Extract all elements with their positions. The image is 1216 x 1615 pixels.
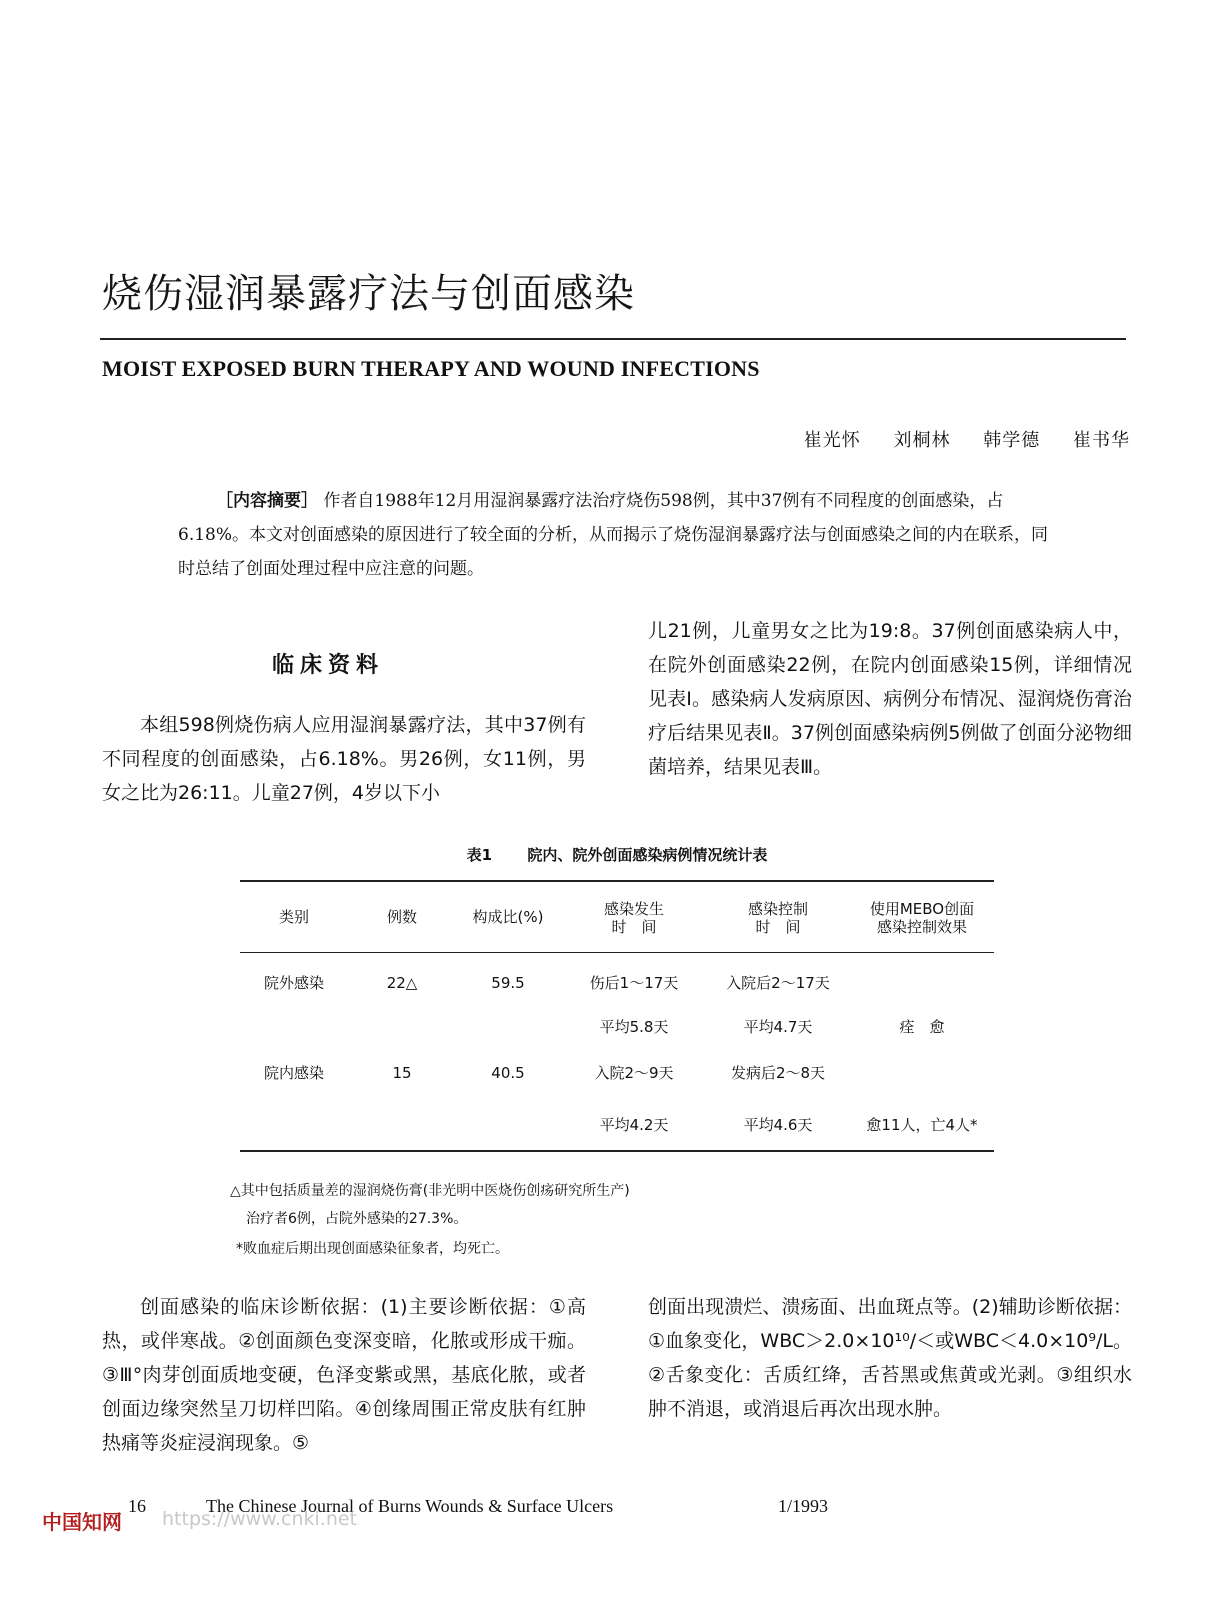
table-header-onset-line2: 时 间	[611, 918, 657, 936]
table-cell-inside-onset-range: 入院2～9天	[594, 1064, 674, 1082]
table-cell-outside-onset-range: 伤后1～17天	[589, 974, 679, 992]
article-title-en: MOIST EXPOSED BURN THERAPY AND WOUND INFECTIONS	[102, 356, 760, 381]
cnki-url: https://www.cnki.net	[162, 1508, 358, 1530]
author-name: 崔光怀	[803, 430, 861, 451]
table-top-rule	[240, 880, 994, 882]
table-cell-inside-label: 院内感染	[263, 1064, 324, 1082]
table-header-control-line1: 感染控制	[747, 900, 808, 918]
table-header-effect-line2: 感染控制效果	[876, 918, 967, 936]
table-header-effect-line1: 使用MEBO创面	[869, 900, 975, 918]
table-header-category: 类别	[278, 908, 309, 926]
table-cell-inside-control-avg: 平均4.6天	[743, 1116, 813, 1134]
table-cell-inside-ratio: 40.5	[491, 1064, 525, 1082]
table-caption-text: 院内、院外创面感染病例情况统计表	[527, 846, 768, 864]
table-header-rule	[240, 952, 994, 953]
table-header-onset-line1: 感染发生	[603, 900, 664, 918]
page-number: 16	[128, 1496, 146, 1516]
author-list	[778, 426, 1130, 452]
cnki-logo: 中国知网	[42, 1510, 122, 1534]
table-header-onset	[576, 900, 692, 936]
table-cell-outside-control-range: 入院后2～17天	[726, 974, 830, 992]
issue-number: 1/1993	[778, 1496, 829, 1516]
journal-name: The Chinese Journal of Burns Wounds & Surface Ulcers	[206, 1496, 614, 1516]
table-cell-shared-effect: 痊 愈	[899, 1018, 945, 1036]
author-name: 崔书华	[1073, 430, 1130, 451]
author-name: 刘桐林	[893, 430, 951, 451]
table-cell-inside-cases: 15	[392, 1064, 412, 1082]
table-header-cases: 例数	[386, 908, 417, 926]
body-paragraph: 创面感染的临床诊断依据：(1)主要诊断依据：①高热，或伴寒战。②创面颜色变深变暗，化脓或形成干痂。③Ⅲ°肉芽创面质地变硬，色泽变紫或黑，基底化脓，或者创面边缘突然呈刀切样凹陷。④创缘周围正常皮肤有红肿热痛等炎症浸润现象。⑤	[102, 1296, 586, 1454]
abstract-text: 作者自1988年12月用湿润暴露疗法治疗烧伤598例，其中37例有不同程度的创面感染，占6.18%。本文对创面感染的原因进行了较全面的分析，从而揭示了烧伤湿润暴露疗法与创面感染之间的内在联系，同时总结了创面处理过程中应注意的问题。	[178, 491, 1049, 579]
table-header-effect	[852, 900, 992, 936]
table-cell-inside-control-range: 发病后2～8天	[730, 1064, 826, 1082]
table-bottom-rule	[240, 1150, 994, 1152]
table-cell-outside-control-avg: 平均4.7天	[743, 1018, 813, 1036]
title-rule	[100, 338, 1126, 340]
table-cell-outside-cases: 22△	[386, 974, 418, 992]
abstract-label: ［内容摘要］	[216, 491, 318, 511]
table-cell-inside-onset-avg: 平均4.2天	[599, 1116, 669, 1134]
table-header-control-line2: 时 间	[755, 918, 801, 936]
table-header-control	[712, 900, 844, 936]
table-header-ratio: 构成比(%)	[472, 908, 544, 926]
author-name: 韩学德	[983, 430, 1041, 451]
table-caption	[240, 844, 994, 865]
table-cell-inside-effect: 愈11人，亡4人*	[866, 1116, 978, 1134]
body-paragraph: 创面出现溃烂、溃疡面、出血斑点等。(2)辅助诊断依据：①血象变化，WBC＞2.0×10¹⁰/＜或WBC＜4.0×10⁹/L。②舌象变化：舌质红绛，舌苔黑或焦黄或光剥。③组织水肿不消退，或消退后再次出现水肿。	[648, 1296, 1132, 1420]
article-title-cn: 烧伤湿润暴露疗法与创面感染	[102, 271, 635, 317]
table-cell-outside-label: 院外感染	[263, 974, 324, 992]
table-number: 表1	[466, 846, 493, 864]
table-footnote: △其中包括质量差的湿润烧伤膏(非光明中医烧伤创疡研究所生产)	[230, 1183, 630, 1199]
table-footnote: *败血症后期出现创面感染征象者，均死亡。	[236, 1241, 509, 1257]
body-paragraph: 儿21例，儿童男女之比为19:8。37例创面感染病人中，在院外创面感染22例，在院内创面感染15例，详细情况见表Ⅰ。感染病人发病原因、病例分布情况、湿润烧伤膏治疗后结果见表Ⅱ。37例创面感染病例5例做了创面分泌物细菌培养，结果见表Ⅲ。	[648, 620, 1132, 778]
table-footnote: 治疗者6例，占院外感染的27.3%。	[246, 1211, 468, 1227]
table-cell-outside-ratio: 59.5	[491, 974, 525, 992]
abstract	[178, 484, 1058, 586]
section-heading: 临床资料	[272, 653, 385, 678]
body-paragraph: 本组598例烧伤病人应用湿润暴露疗法，其中37例有不同程度的创面感染，占6.18%。男26例，女11例，男女之比为26:11。儿童27例，4岁以下小	[102, 714, 586, 804]
table-cell-outside-onset-avg: 平均5.8天	[599, 1018, 669, 1036]
